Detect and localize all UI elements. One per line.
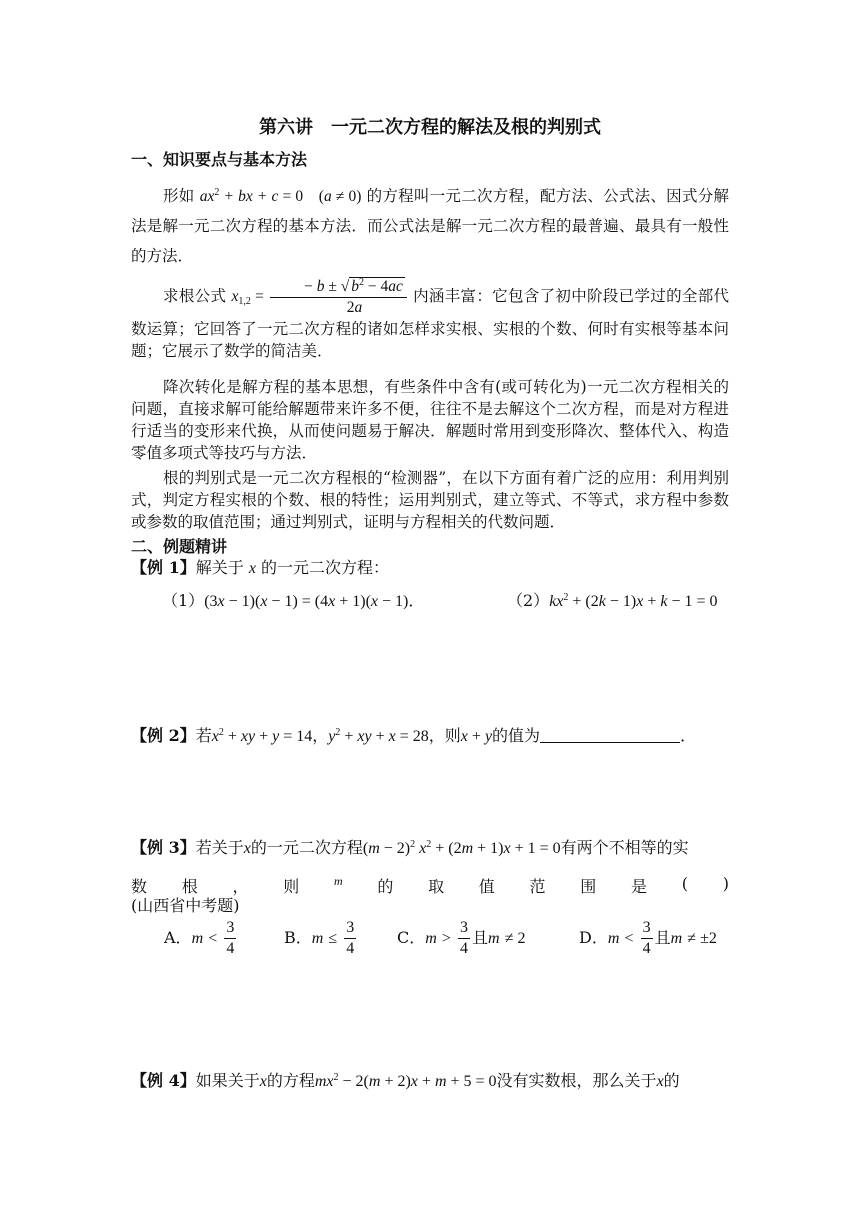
example-1-part-2: $(2)kx^2 + (2k - 1)x + k - 1 = 0$ (507, 591, 718, 610)
answer-paren-open: ( (681, 874, 688, 893)
equation-5: $(m - 2)^2$ $x^2 + (2m + 1)x + 1 = 0$ (362, 839, 561, 857)
root-formula: $x_{1,2}$ = $\frac{- b \pm √ b^2 - 4ac}{2a}$ (232, 288, 414, 305)
option-a[interactable]: A．m < $\frac{3}{4}$ (164, 919, 235, 957)
a-nonzero-condition: (a ≠ 0) (318, 188, 362, 205)
equation-4: $y^2$ + xy + x = 28 (328, 727, 429, 745)
example-2: 【例 2】若$x^2$ + xy + y = 14，$y^2$ + xy + x = 28，则x + y的值为 ． (131, 726, 697, 745)
example-3-source: (山西省中考题) (131, 896, 240, 915)
option-d[interactable]: D．m < $\frac{3}{4}$ 且m ≠ ±2 (579, 919, 717, 957)
equation-3: $x^2$ + xy + y = 14 (211, 727, 313, 745)
equation-2: $kx^2 + (2k - 1)x + k - 1 = 0$ (549, 592, 718, 610)
quadratic-general-form: $ax^2$ + bx + c = 0 (199, 187, 304, 205)
example-1-part-1: （1）(3x − 1)(x − 1) = (4x + 1)(x − 1)． (162, 591, 425, 610)
paragraph-definition: 形如 $ax^2$ + bx + c = 0 (a ≠ 0) 的方程叫一元二次方程，配方法、公式法、因式分解法是解一元二次方程的基本方法．而公式法是解一元二次方程的最普遍、最具有一般性的方法． (131, 187, 729, 265)
example-3-prompt: 【例 3】若关于x的一元二次方程$(m - 2)^2$ $x^2 + (2m + 1)x + 1 = 0$有两个不相等的实 (131, 838, 689, 857)
paragraph-discriminant: 根的判别式是一元二次方程根的“检测器”，在以下方面有着广泛的应用：利用判别式，判定方程实根的个数、根的特性；运用判别式，建立等式、不等式，求方程中参数或参数的取值范围；通过判别式，证明与方程相关的代数问题． (131, 469, 729, 531)
section-heading-examples: 二、例题精讲 (131, 537, 228, 556)
paragraph-reduction: 降次转化是解方程的基本思想，有些条件中含有(或可转化为)一元二次方程相关的问题，直接求解可能给解题带来许多不便，往往不是去解这个二次方程，而是对方程进行适当的变形来代换，从而使问题易于解决．解题时常用到变形降次、整体代入、构造零值多项式等技巧与方法． (131, 378, 729, 462)
section-heading-knowledge: 一、知识要点与基本方法 (131, 150, 308, 169)
page-title: 第六讲 一元二次方程的解法及根的判别式 (259, 117, 601, 138)
equation-6: $mx^2 - 2(m + 2)x + m + 5 = 0$ (314, 1072, 497, 1090)
example-1-label: 【例 1】 (131, 558, 196, 577)
option-c[interactable]: C．m > $\frac{3}{4}$ 且m ≠ 2 (397, 919, 526, 957)
answer-paren-close: ) (722, 874, 729, 893)
example-4-prompt: 【例 4】如果关于x的方程$mx^2 - 2(m + 2)x + m + 5 = 0$没有实数根，那么关于x的 (131, 1071, 680, 1090)
example-2-label: 【例 2】 (131, 726, 196, 745)
root-formula-fraction: $\frac{- b \pm √ b^2 - 4ac}{2a}$ (270, 277, 407, 318)
answer-blank[interactable] (540, 726, 680, 743)
example-3-label: 【例 3】 (131, 838, 196, 857)
paragraph-root-formula: 求根公式 $x_{1,2}$ = $\frac{- b \pm √ b^2 - 4ac}{2a}$ 内涵丰富：它包含了初中阶段已学过的全部代数运算；它回答了一元二次方程的诸如怎样求实根、实根的个数、何时有实根等基本问题；它展示了数学的简洁美． (131, 277, 730, 360)
equation-1: (3x − 1)(x − 1) = (4x + 1)(x − 1)． (204, 593, 425, 610)
paragraph-root-formula-rest: 代数运算；它回答了一元二次方程的诸如怎样求实根、实根的个数、何时有实根等基本问题；它展示了数学的简洁美． (131, 287, 730, 360)
example-1-prompt: 【例 1】解关于 x 的一元二次方程： (131, 558, 390, 577)
example-3-line-2: 数 根 ， 则 m 的 取 值 范 围 是 ( ) (131, 874, 729, 896)
option-b[interactable]: B．m ≤ $\frac{3}{4}$ (284, 919, 355, 957)
paragraph-definition-rest: 式分解法是解一元二次方程的基本方法．而公式法是解一元二次方程的最普遍、最具有一般性的方法． (131, 187, 729, 265)
example-4-label: 【例 4】 (131, 1071, 196, 1090)
